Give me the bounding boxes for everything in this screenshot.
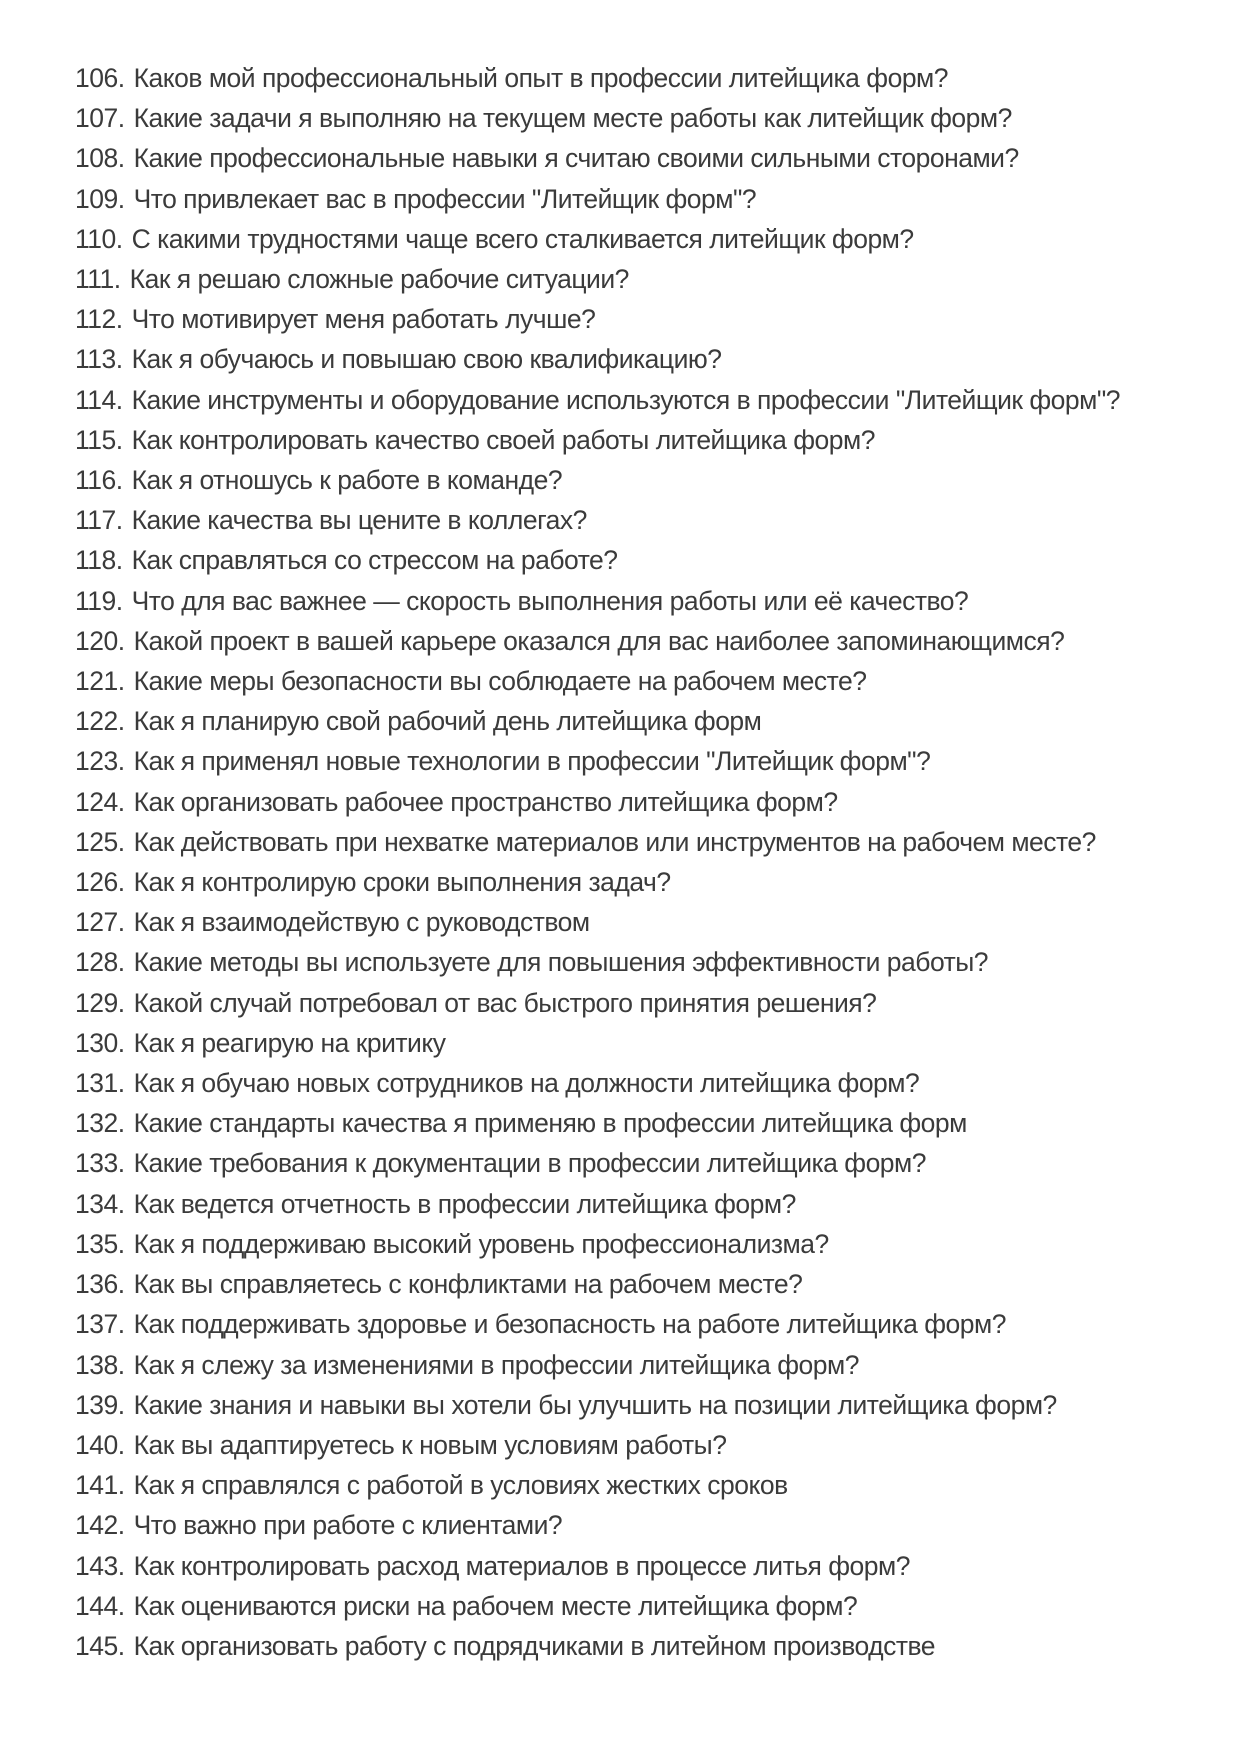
question-item <box>75 299 1219 339</box>
question-text: Что привлекает вас в профессии "Литейщик форм"? <box>133 183 757 214</box>
question-text: Какие качества вы цените в коллегах? <box>131 505 587 536</box>
question-text: Как я реагирую на критику <box>133 1027 446 1058</box>
question-item <box>75 1546 1219 1586</box>
question-item <box>75 1345 1219 1385</box>
question-text: Как я взаимодействую с руководством <box>133 907 590 938</box>
question-text: Что важно при работе с клиентами? <box>133 1510 563 1541</box>
question-item <box>75 942 1219 982</box>
question-item <box>75 701 1219 741</box>
question-item <box>75 741 1219 781</box>
question-number: 123. <box>75 746 125 777</box>
question-item <box>75 661 1219 701</box>
question-number: 122. <box>75 706 125 737</box>
question-number: 114. <box>75 384 123 415</box>
question-number: 112. <box>75 304 123 335</box>
question-text: Как контролировать расход материалов в процессе литья форм? <box>133 1550 910 1581</box>
question-text: Какие методы вы используете для повышения эффективности работы? <box>133 947 989 978</box>
question-text: Как оцениваются риски на рабочем месте литейщика форм? <box>133 1590 858 1621</box>
question-item <box>75 983 1219 1023</box>
question-item <box>75 862 1219 902</box>
question-number: 142. <box>75 1510 125 1541</box>
question-number: 141. <box>75 1470 125 1501</box>
question-text: Как ведется отчетность в профессии литейщика форм? <box>133 1188 796 1219</box>
question-item <box>75 98 1219 138</box>
question-item <box>75 420 1219 460</box>
question-number: 125. <box>75 826 125 857</box>
question-item <box>75 822 1219 862</box>
question-item <box>75 1103 1219 1143</box>
question-text: Как я отношусь к работе в команде? <box>131 465 563 496</box>
question-number: 140. <box>75 1429 125 1460</box>
question-number: 106. <box>75 63 125 93</box>
question-text: Как вы справляетесь с конфликтами на рабочем месте? <box>133 1269 803 1300</box>
question-text: Как я обучаюсь и повышаю свою квалификацию? <box>131 344 722 375</box>
question-number: 145. <box>75 1630 125 1661</box>
question-number: 107. <box>75 103 125 134</box>
question-item <box>75 179 1219 219</box>
question-item <box>75 1304 1219 1344</box>
question-item <box>75 339 1219 379</box>
question-item <box>75 259 1219 299</box>
question-item <box>75 1505 1219 1545</box>
question-number: 115. <box>75 424 123 455</box>
question-number: 117. <box>75 505 123 536</box>
question-item <box>75 1385 1219 1425</box>
question-text: Как я поддерживаю высокий уровень профессионализма? <box>133 1228 829 1259</box>
question-text: Как я планирую свой рабочий день литейщика форм <box>133 706 762 737</box>
question-text: Как я справлялся с работой в условиях жестких сроков <box>133 1470 788 1501</box>
question-item <box>75 1063 1219 1103</box>
question-number: 143. <box>75 1550 125 1581</box>
question-text: Как я применял новые технологии в профессии "Литейщик форм"? <box>133 746 931 777</box>
question-text: Какой случай потребовал от вас быстрого принятия решения? <box>133 987 877 1018</box>
question-text: Какие меры безопасности вы соблюдаете на рабочем месте? <box>133 666 867 697</box>
question-number: 108. <box>75 143 125 174</box>
question-text: Какие требования к документации в профессии литейщика форм? <box>133 1148 927 1179</box>
question-item <box>75 460 1219 500</box>
question-number: 127. <box>75 907 125 938</box>
question-item <box>75 1465 1219 1505</box>
question-item <box>75 1425 1219 1465</box>
question-text: Какие стандарты качества я применяю в профессии литейщика форм <box>133 1108 967 1139</box>
question-item <box>75 58 1219 98</box>
question-item <box>75 1023 1219 1063</box>
question-item <box>75 1143 1219 1183</box>
question-number: 121. <box>75 666 125 697</box>
question-item <box>75 1586 1219 1626</box>
question-item <box>75 540 1219 580</box>
question-text: Как организовать работу с подрядчиками в литейном производстве <box>133 1630 935 1661</box>
question-number: 113. <box>75 344 123 375</box>
question-item <box>75 1626 1219 1666</box>
question-number: 130. <box>75 1027 125 1058</box>
question-number: 126. <box>75 867 125 898</box>
question-number: 124. <box>75 786 125 817</box>
question-number: 144. <box>75 1590 125 1621</box>
question-text: Какие задачи я выполняю на текущем месте работы как литейщик форм? <box>133 103 1012 134</box>
question-number: 120. <box>75 625 125 656</box>
question-text: С какими трудностями чаще всего сталкивается литейщик форм? <box>131 223 914 254</box>
question-number: 139. <box>75 1389 125 1420</box>
question-text: Как действовать при нехватке материалов или инструментов на рабочем месте? <box>133 826 1096 857</box>
question-number: 132. <box>75 1108 125 1139</box>
question-text: Как поддерживать здоровье и безопасность на работе литейщика форм? <box>133 1309 1006 1340</box>
question-text: Как я слежу за изменениями в профессии литейщика форм? <box>133 1349 859 1380</box>
question-text: Как я контролирую сроки выполнения задач? <box>133 867 671 898</box>
question-text: Как организовать рабочее пространство литейщика форм? <box>133 786 838 817</box>
question-number: 111. <box>75 264 121 295</box>
question-text: Что для вас важнее — скорость выполнения работы или её качество? <box>131 585 969 616</box>
question-number: 118. <box>75 545 123 576</box>
question-text: Как я решаю сложные рабочие ситуации? <box>129 264 629 295</box>
question-number: 110. <box>75 223 123 254</box>
question-number: 134. <box>75 1188 125 1219</box>
question-number: 119. <box>75 585 123 616</box>
question-number: 135. <box>75 1228 125 1259</box>
question-number: 136. <box>75 1269 125 1300</box>
question-number: 109. <box>75 183 125 214</box>
question-text: Какие инструменты и оборудование используются в профессии "Литейщик форм"? <box>131 384 1121 415</box>
question-text: Как я обучаю новых сотрудников на должности литейщика форм? <box>133 1068 920 1099</box>
question-number: 128. <box>75 947 125 978</box>
question-item <box>75 380 1219 420</box>
question-text: Как вы адаптируетесь к новым условиям работы? <box>133 1429 727 1460</box>
question-number: 131. <box>75 1068 125 1099</box>
question-number: 137. <box>75 1309 125 1340</box>
question-text: Как справляться со стрессом на работе? <box>131 545 618 576</box>
question-text: Какой проект в вашей карьере оказался для вас наиболее запоминающимся? <box>133 625 1065 656</box>
question-number: 133. <box>75 1148 125 1179</box>
question-item <box>75 1264 1219 1304</box>
question-text: Что мотивирует меня работать лучше? <box>131 304 596 335</box>
question-item <box>75 500 1219 540</box>
question-item <box>75 782 1219 822</box>
question-text: Какие знания и навыки вы хотели бы улучшить на позиции литейщика форм? <box>133 1389 1057 1420</box>
question-number: 116. <box>75 465 123 496</box>
question-item <box>75 621 1219 661</box>
question-item <box>75 902 1219 942</box>
question-item <box>75 138 1219 178</box>
question-number: 138. <box>75 1349 125 1380</box>
question-text: Как контролировать качество своей работы литейщика форм? <box>131 424 875 455</box>
question-item <box>75 219 1219 259</box>
question-number: 129. <box>75 987 125 1018</box>
question-text: Каков мой профессиональный опыт в профессии литейщика форм? <box>133 63 949 93</box>
question-text: Какие профессиональные навыки я считаю своими сильными сторонами? <box>133 143 1019 174</box>
question-item <box>75 1224 1219 1264</box>
question-item <box>75 581 1219 621</box>
question-item <box>75 1184 1219 1224</box>
